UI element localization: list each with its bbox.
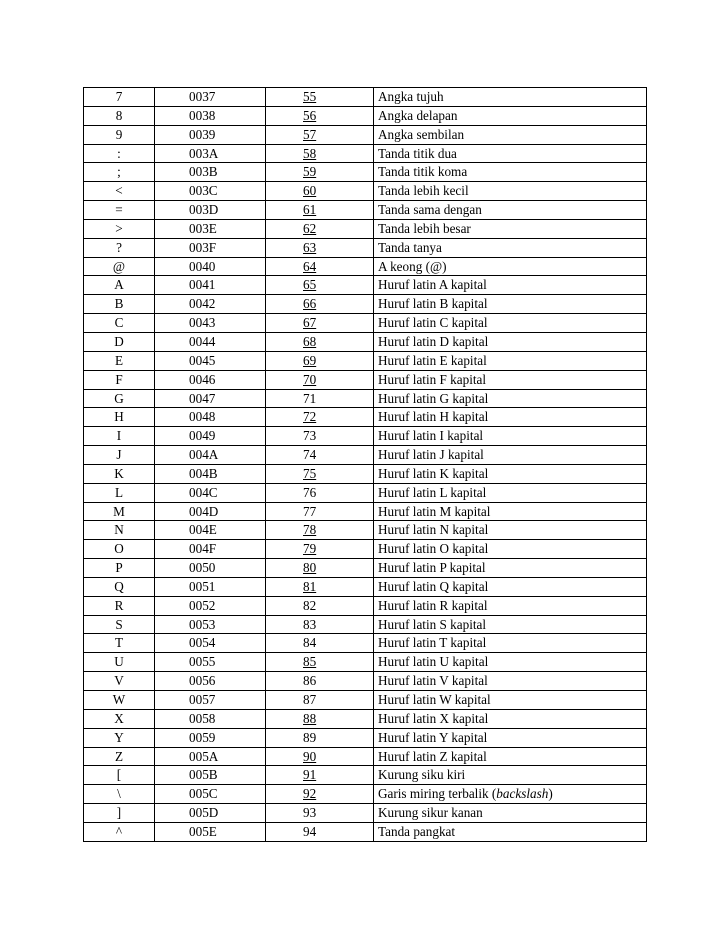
decimal-code-text: 74 bbox=[303, 447, 317, 463]
description-cell bbox=[374, 653, 647, 672]
hex-code-cell: 0045 bbox=[155, 351, 266, 370]
character-cell: N bbox=[84, 521, 155, 540]
character-cell: A bbox=[84, 276, 155, 295]
description-text: Tanda titik dua bbox=[378, 145, 457, 161]
description-cell bbox=[374, 502, 647, 521]
decimal-code-text: 84 bbox=[303, 635, 317, 651]
decimal-code-link[interactable]: 85 bbox=[303, 654, 317, 670]
decimal-code-cell bbox=[266, 653, 374, 672]
description-cell bbox=[374, 766, 647, 785]
character-cell: U bbox=[84, 653, 155, 672]
hex-code-cell: 0055 bbox=[155, 653, 266, 672]
decimal-code-link[interactable]: 66 bbox=[303, 296, 317, 312]
description-cell bbox=[374, 464, 647, 483]
decimal-code-cell bbox=[266, 615, 374, 634]
table-row bbox=[84, 483, 647, 502]
character-cell: P bbox=[84, 559, 155, 578]
description-text: Huruf latin C kapital bbox=[378, 315, 488, 331]
table-row bbox=[84, 540, 647, 559]
description-text: Huruf latin K kapital bbox=[378, 465, 489, 481]
description-cell bbox=[374, 201, 647, 220]
description-cell bbox=[374, 615, 647, 634]
description-text: Huruf latin Z kapital bbox=[378, 748, 487, 764]
character-cell: K bbox=[84, 464, 155, 483]
description-cell bbox=[374, 446, 647, 465]
table-row bbox=[84, 144, 647, 163]
decimal-code-text: 82 bbox=[303, 597, 317, 613]
character-cell: > bbox=[84, 219, 155, 238]
description-text: Huruf latin U kapital bbox=[378, 654, 489, 670]
description-cell bbox=[374, 577, 647, 596]
description-text: Huruf latin E kapital bbox=[378, 352, 487, 368]
description-cell bbox=[374, 672, 647, 691]
description-text: Huruf latin F kapital bbox=[378, 371, 487, 387]
hex-code-cell: 003C bbox=[155, 182, 266, 201]
hex-code-cell: 005E bbox=[155, 822, 266, 841]
decimal-code-cell bbox=[266, 804, 374, 823]
decimal-code-link[interactable]: 78 bbox=[303, 522, 317, 538]
decimal-code-text: 94 bbox=[303, 823, 317, 839]
decimal-code-cell bbox=[266, 446, 374, 465]
description-cell bbox=[374, 351, 647, 370]
decimal-code-link[interactable]: 69 bbox=[303, 352, 317, 368]
decimal-code-cell bbox=[266, 163, 374, 182]
description-text: Huruf latin R kapital bbox=[378, 597, 488, 613]
description-text: Tanda sama dengan bbox=[378, 202, 482, 218]
description-cell bbox=[374, 408, 647, 427]
description-cell bbox=[374, 785, 647, 804]
decimal-code-cell bbox=[266, 559, 374, 578]
hex-code-cell: 0058 bbox=[155, 709, 266, 728]
description-cell bbox=[374, 295, 647, 314]
decimal-code-text: 73 bbox=[303, 428, 317, 444]
description-text: Huruf latin S kapital bbox=[378, 616, 487, 632]
description-cell bbox=[374, 483, 647, 502]
table-row bbox=[84, 257, 647, 276]
character-cell: @ bbox=[84, 257, 155, 276]
table-row bbox=[84, 389, 647, 408]
hex-code-cell: 004C bbox=[155, 483, 266, 502]
decimal-code-cell bbox=[266, 106, 374, 125]
description-text: Huruf latin V kapital bbox=[378, 673, 488, 689]
decimal-code-link[interactable]: 63 bbox=[303, 239, 317, 255]
table-row bbox=[84, 446, 647, 465]
decimal-code-cell bbox=[266, 747, 374, 766]
table-row bbox=[84, 295, 647, 314]
hex-code-cell: 004E bbox=[155, 521, 266, 540]
hex-code-cell: 0038 bbox=[155, 106, 266, 125]
table-row bbox=[84, 672, 647, 691]
character-cell: E bbox=[84, 351, 155, 370]
table-row bbox=[84, 332, 647, 351]
decimal-code-cell bbox=[266, 709, 374, 728]
description-text: Huruf latin T kapital bbox=[378, 635, 487, 651]
decimal-code-cell bbox=[266, 88, 374, 107]
decimal-code-link[interactable]: 80 bbox=[303, 560, 317, 576]
description-text: Tanda lebih kecil bbox=[378, 183, 469, 199]
decimal-code-cell bbox=[266, 822, 374, 841]
character-cell: O bbox=[84, 540, 155, 559]
decimal-code-cell bbox=[266, 785, 374, 804]
hex-code-cell: 004B bbox=[155, 464, 266, 483]
decimal-code-cell bbox=[266, 370, 374, 389]
ascii-code-table bbox=[83, 87, 647, 842]
decimal-code-text: 71 bbox=[303, 390, 317, 406]
hex-code-cell: 005C bbox=[155, 785, 266, 804]
character-cell: < bbox=[84, 182, 155, 201]
decimal-code-cell bbox=[266, 502, 374, 521]
character-cell: Y bbox=[84, 728, 155, 747]
description-text: Huruf latin D kapital bbox=[378, 333, 489, 349]
description-text: Huruf latin B kapital bbox=[378, 296, 488, 312]
hex-code-cell: 005B bbox=[155, 766, 266, 785]
table-row bbox=[84, 88, 647, 107]
character-cell: V bbox=[84, 672, 155, 691]
description-text: Huruf latin X kapital bbox=[378, 710, 489, 726]
hex-code-cell: 003B bbox=[155, 163, 266, 182]
description-cell bbox=[374, 427, 647, 446]
table-row bbox=[84, 238, 647, 257]
description-text: Huruf latin Y kapital bbox=[378, 729, 488, 745]
description-cell bbox=[374, 332, 647, 351]
table-row bbox=[84, 747, 647, 766]
table-row bbox=[84, 691, 647, 710]
description-text: Kurung siku kiri bbox=[378, 767, 466, 783]
character-cell: D bbox=[84, 332, 155, 351]
decimal-code-link[interactable]: 70 bbox=[303, 371, 317, 387]
character-cell: B bbox=[84, 295, 155, 314]
description-italic-term: backslash bbox=[496, 786, 549, 802]
description-cell bbox=[374, 804, 647, 823]
decimal-code-cell bbox=[266, 540, 374, 559]
decimal-code-link[interactable]: 55 bbox=[303, 89, 317, 104]
hex-code-cell: 0047 bbox=[155, 389, 266, 408]
description-cell bbox=[374, 106, 647, 125]
character-cell: ? bbox=[84, 238, 155, 257]
ascii-table-body bbox=[84, 88, 647, 842]
decimal-code-link[interactable]: 61 bbox=[303, 202, 317, 218]
character-cell: H bbox=[84, 408, 155, 427]
hex-code-cell: 003E bbox=[155, 219, 266, 238]
table-row bbox=[84, 804, 647, 823]
decimal-code-cell bbox=[266, 766, 374, 785]
hex-code-cell: 0043 bbox=[155, 314, 266, 333]
description-text: Angka tujuh bbox=[378, 89, 444, 104]
decimal-code-text: 83 bbox=[303, 616, 317, 632]
hex-code-cell: 0049 bbox=[155, 427, 266, 446]
description-cell bbox=[374, 540, 647, 559]
table-row bbox=[84, 502, 647, 521]
description-text: Huruf latin Q kapital bbox=[378, 578, 489, 594]
hex-code-cell: 0050 bbox=[155, 559, 266, 578]
decimal-code-cell bbox=[266, 351, 374, 370]
hex-code-cell: 003F bbox=[155, 238, 266, 257]
description-text: Tanda tanya bbox=[378, 239, 442, 255]
decimal-code-cell bbox=[266, 295, 374, 314]
decimal-code-cell bbox=[266, 483, 374, 502]
table-row bbox=[84, 182, 647, 201]
description-text: Garis miring terbalik ( bbox=[378, 786, 497, 802]
decimal-code-text: 77 bbox=[303, 503, 317, 519]
decimal-code-link[interactable]: 56 bbox=[303, 107, 317, 123]
character-cell: 8 bbox=[84, 106, 155, 125]
description-text: Angka sembilan bbox=[378, 126, 465, 142]
decimal-code-link[interactable]: 68 bbox=[303, 333, 317, 349]
character-cell: [ bbox=[84, 766, 155, 785]
description-cell bbox=[374, 219, 647, 238]
description-text: Huruf latin G kapital bbox=[378, 390, 489, 406]
description-text: A keong (@) bbox=[378, 258, 447, 274]
description-cell bbox=[374, 144, 647, 163]
character-cell: ^ bbox=[84, 822, 155, 841]
description-text: Tanda titik koma bbox=[378, 164, 468, 180]
character-cell: ] bbox=[84, 804, 155, 823]
description-cell bbox=[374, 125, 647, 144]
description-cell bbox=[374, 728, 647, 747]
decimal-code-cell bbox=[266, 427, 374, 446]
hex-code-cell: 004F bbox=[155, 540, 266, 559]
table-row bbox=[84, 125, 647, 144]
decimal-code-cell bbox=[266, 672, 374, 691]
table-row bbox=[84, 822, 647, 841]
table-row bbox=[84, 219, 647, 238]
character-cell: 7 bbox=[84, 88, 155, 107]
character-cell: S bbox=[84, 615, 155, 634]
hex-code-cell: 0059 bbox=[155, 728, 266, 747]
decimal-code-cell bbox=[266, 728, 374, 747]
table-row bbox=[84, 408, 647, 427]
description-cell bbox=[374, 163, 647, 182]
table-row bbox=[84, 370, 647, 389]
hex-code-cell: 0042 bbox=[155, 295, 266, 314]
character-cell: \ bbox=[84, 785, 155, 804]
description-cell bbox=[374, 596, 647, 615]
decimal-code-cell bbox=[266, 257, 374, 276]
decimal-code-link[interactable]: 57 bbox=[303, 126, 317, 142]
decimal-code-text: 87 bbox=[303, 692, 317, 707]
description-cell bbox=[374, 559, 647, 578]
description-cell bbox=[374, 257, 647, 276]
decimal-code-link[interactable]: 65 bbox=[303, 277, 317, 293]
character-cell: ; bbox=[84, 163, 155, 182]
hex-code-cell: 0039 bbox=[155, 125, 266, 144]
decimal-code-link[interactable]: 91 bbox=[303, 767, 317, 783]
table-row bbox=[84, 559, 647, 578]
description-cell bbox=[374, 370, 647, 389]
table-row bbox=[84, 634, 647, 653]
description-cell bbox=[374, 521, 647, 540]
decimal-code-link[interactable]: 81 bbox=[303, 578, 317, 594]
decimal-code-cell bbox=[266, 276, 374, 295]
description-text: Huruf latin P kapital bbox=[378, 560, 486, 576]
description-text: Huruf latin N kapital bbox=[378, 522, 489, 538]
decimal-code-cell bbox=[266, 464, 374, 483]
description-cell bbox=[374, 314, 647, 333]
decimal-code-text: 76 bbox=[303, 484, 317, 500]
hex-code-cell: 0041 bbox=[155, 276, 266, 295]
character-cell: C bbox=[84, 314, 155, 333]
decimal-code-link[interactable]: 75 bbox=[303, 465, 317, 481]
table-row bbox=[84, 521, 647, 540]
description-text: Huruf latin H kapital bbox=[378, 409, 489, 425]
decimal-code-cell bbox=[266, 144, 374, 163]
description-cell bbox=[374, 691, 647, 710]
decimal-code-cell bbox=[266, 577, 374, 596]
hex-code-cell: 004D bbox=[155, 502, 266, 521]
decimal-code-link[interactable]: 67 bbox=[303, 315, 317, 331]
table-row bbox=[84, 653, 647, 672]
decimal-code-link[interactable]: 92 bbox=[303, 786, 317, 802]
description-cell bbox=[374, 182, 647, 201]
character-cell: G bbox=[84, 389, 155, 408]
decimal-code-link[interactable]: 62 bbox=[303, 220, 317, 236]
character-cell: X bbox=[84, 709, 155, 728]
decimal-code-link[interactable]: 90 bbox=[303, 748, 317, 764]
description-text: Huruf latin O kapital bbox=[378, 541, 489, 557]
description-text: Kurung sikur kanan bbox=[378, 805, 483, 821]
hex-code-cell: 0046 bbox=[155, 370, 266, 389]
hex-code-cell: 005A bbox=[155, 747, 266, 766]
table-row bbox=[84, 314, 647, 333]
table-row bbox=[84, 766, 647, 785]
description-text: Huruf latin W kapital bbox=[378, 692, 491, 707]
description-text: Huruf latin J kapital bbox=[378, 447, 484, 463]
hex-code-cell: 0056 bbox=[155, 672, 266, 691]
hex-code-cell: 005D bbox=[155, 804, 266, 823]
description-text: Huruf latin I kapital bbox=[378, 428, 484, 444]
description-suffix: ) bbox=[548, 786, 553, 802]
table-row bbox=[84, 577, 647, 596]
decimal-code-text: 89 bbox=[303, 729, 317, 745]
decimal-code-cell bbox=[266, 691, 374, 710]
decimal-code-link[interactable]: 59 bbox=[303, 164, 317, 180]
decimal-code-text: 86 bbox=[303, 673, 317, 689]
character-cell: F bbox=[84, 370, 155, 389]
character-cell: R bbox=[84, 596, 155, 615]
decimal-code-link[interactable]: 64 bbox=[303, 258, 317, 274]
hex-code-cell: 0051 bbox=[155, 577, 266, 596]
description-text: Tanda pangkat bbox=[378, 823, 456, 839]
decimal-code-cell bbox=[266, 125, 374, 144]
decimal-code-cell bbox=[266, 182, 374, 201]
description-cell bbox=[374, 276, 647, 295]
table-row bbox=[84, 201, 647, 220]
decimal-code-cell bbox=[266, 238, 374, 257]
table-row bbox=[84, 785, 647, 804]
description-text: Huruf latin A kapital bbox=[378, 277, 487, 293]
decimal-code-cell bbox=[266, 332, 374, 351]
table-row bbox=[84, 464, 647, 483]
description-cell bbox=[374, 389, 647, 408]
table-row bbox=[84, 615, 647, 634]
character-cell: J bbox=[84, 446, 155, 465]
character-cell: = bbox=[84, 201, 155, 220]
hex-code-cell: 004A bbox=[155, 446, 266, 465]
decimal-code-text: 93 bbox=[303, 805, 317, 821]
description-cell bbox=[374, 238, 647, 257]
hex-code-cell: 0053 bbox=[155, 615, 266, 634]
decimal-code-cell bbox=[266, 201, 374, 220]
description-cell bbox=[374, 822, 647, 841]
character-cell: Q bbox=[84, 577, 155, 596]
decimal-code-cell bbox=[266, 219, 374, 238]
table-row bbox=[84, 709, 647, 728]
decimal-code-link[interactable]: 72 bbox=[303, 409, 317, 425]
character-cell: Z bbox=[84, 747, 155, 766]
hex-code-cell: 003D bbox=[155, 201, 266, 220]
character-cell: I bbox=[84, 427, 155, 446]
description-cell bbox=[374, 709, 647, 728]
decimal-code-cell bbox=[266, 596, 374, 615]
character-cell: T bbox=[84, 634, 155, 653]
hex-code-cell: 0054 bbox=[155, 634, 266, 653]
hex-code-cell: 0040 bbox=[155, 257, 266, 276]
character-cell: W bbox=[84, 691, 155, 710]
table-row bbox=[84, 596, 647, 615]
description-cell bbox=[374, 634, 647, 653]
decimal-code-cell bbox=[266, 389, 374, 408]
decimal-code-link[interactable]: 88 bbox=[303, 710, 317, 726]
decimal-code-cell bbox=[266, 314, 374, 333]
hex-code-cell: 0048 bbox=[155, 408, 266, 427]
description-text: Huruf latin M kapital bbox=[378, 503, 491, 519]
decimal-code-cell bbox=[266, 521, 374, 540]
table-row bbox=[84, 427, 647, 446]
table-row bbox=[84, 728, 647, 747]
decimal-code-link[interactable]: 79 bbox=[303, 541, 317, 557]
decimal-code-cell bbox=[266, 634, 374, 653]
character-cell: 9 bbox=[84, 125, 155, 144]
table-row bbox=[84, 276, 647, 295]
decimal-code-cell bbox=[266, 408, 374, 427]
character-cell: : bbox=[84, 144, 155, 163]
hex-code-cell: 0052 bbox=[155, 596, 266, 615]
description-cell bbox=[374, 747, 647, 766]
decimal-code-link[interactable]: 58 bbox=[303, 145, 317, 161]
table-row bbox=[84, 351, 647, 370]
decimal-code-link[interactable]: 60 bbox=[303, 183, 317, 199]
hex-code-cell: 0044 bbox=[155, 332, 266, 351]
description-text: Huruf latin L kapital bbox=[378, 484, 487, 500]
table-row bbox=[84, 163, 647, 182]
hex-code-cell: 003A bbox=[155, 144, 266, 163]
table-row bbox=[84, 106, 647, 125]
hex-code-cell: 0057 bbox=[155, 691, 266, 710]
description-cell bbox=[374, 88, 647, 107]
description-text: Tanda lebih besar bbox=[378, 220, 471, 236]
hex-code-cell: 0037 bbox=[155, 88, 266, 107]
description-text: Angka delapan bbox=[378, 107, 458, 123]
character-cell: L bbox=[84, 483, 155, 502]
character-cell: M bbox=[84, 502, 155, 521]
